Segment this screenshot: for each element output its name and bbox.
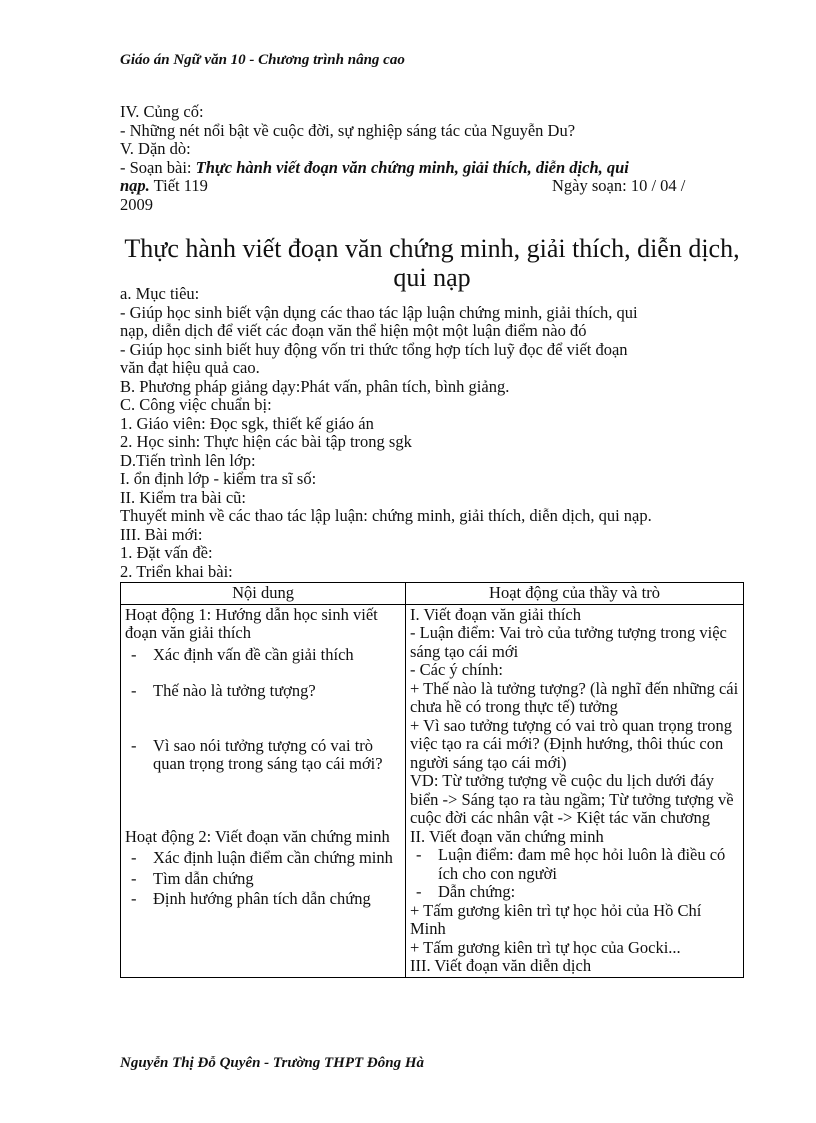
body-line: Thuyết minh về các thao tác lập luận: chứng minh, giải thích, diễn dịch, qui nạp. [120, 506, 652, 525]
body-line: III. Bài mới: [120, 524, 203, 544]
list-item: - Vì sao nói tưởng tượng có vai trò quan trọng trong sáng tạo cái mới? [125, 737, 401, 774]
activity-heading: Hoạt động 2: Viết đoạn văn chứng minh [125, 826, 390, 846]
body-line: 1. Giáo viên: Đọc sgk, thiết kế giáo án [120, 413, 374, 433]
header-activity: Hoạt động của thầy và trò [406, 583, 744, 605]
body-line: - Giúp học sinh biết vận dụng các thao tác lập luận chứng minh, giải thích, qui [120, 302, 638, 322]
section-heading: III. Viết đoạn văn diễn dịch [410, 956, 592, 975]
content-cell [121, 604, 406, 977]
body-line: 2. Triển khai bài: [120, 561, 233, 581]
list-item: - Xác định vấn đề cần giải thích [125, 646, 401, 665]
activity-table [120, 582, 744, 978]
header-content: Nội dung [121, 583, 406, 605]
lesson-body [120, 285, 750, 581]
intro-line [120, 159, 750, 178]
intro-line: V. Dặn dò: [120, 139, 191, 158]
intro-line: - Những nét nổi bật về cuộc đời, sự nghiệp sáng tác của Nguyễn Du? [120, 120, 576, 140]
activity-line: - Các ý chính: [410, 660, 504, 679]
body-line: a. Mục tiêu: [120, 284, 200, 303]
list-item: - Dẫn chứng: [410, 883, 739, 902]
section-heading: I. Viết đoạn văn giải thích [410, 604, 581, 624]
body-line: I. ổn định lớp - kiểm tra sĩ số: [120, 469, 317, 488]
activity-line: + Thế nào là tưởng tượng? (là nghĩ đến những cái chưa hề có trong thực tế) tưởng [410, 678, 739, 716]
section-heading: II. Viết đoạn văn chứng minh [410, 826, 604, 846]
list-item: - Luận điểm: đam mê học hỏi luôn là điều có ích cho con người [410, 846, 739, 883]
body-line: - Giúp học sinh biết huy động vốn tri thức tổng hợp tích luỹ đọc để viết đoạn [120, 339, 628, 359]
prep-date: Ngày soạn: 10 / 04 / [552, 176, 686, 195]
list-item: - Thế nào là tưởng tượng? [125, 682, 401, 701]
body-line: D.Tiến trình lên lớp: [120, 450, 256, 470]
activity-cell [406, 604, 744, 977]
table-header-row [121, 583, 744, 605]
body-line: văn đạt hiệu quả cao. [120, 358, 260, 377]
activity-line: + Tấm gương kiên trì tự học hỏi của Hồ Chí Minh [410, 900, 702, 938]
activity-line: VD: Từ tưởng tượng về cuộc du lịch dưới đáy biển -> Sáng tạo ra tàu ngầm; Từ tưởng tượng về cuộc đời các nhân vật -> Kiệt tác văn chương [410, 771, 734, 827]
activity-line: + Tấm gương kiên trì tự học của Gocki... [410, 937, 681, 957]
list-item: - Tìm dẫn chứng [125, 870, 401, 889]
lesson-title-end: nạp. [120, 176, 150, 195]
intro-line: 2009 [120, 194, 153, 214]
body-line: nạp, diễn dịch để viết các đoạn văn thể hiện một một luận điểm nào đó [120, 321, 587, 340]
body-line: 1. Đặt vấn đề: [120, 543, 213, 562]
body-line: 2. Học sinh: Thực hiện các bài tập trong sgk [120, 432, 412, 451]
lesson-title: Thực hành viết đoạn văn chứng minh, giải thích, diễn dịch, qui [195, 157, 629, 177]
period-number: Tiết 119 [149, 176, 208, 195]
activity-line: - Luận điểm: Vai trò của tưởng tượng trong việc sáng tạo cái mới [410, 623, 727, 661]
body-line: II. Kiểm tra bài cũ: [120, 487, 246, 507]
intro-line [120, 177, 750, 196]
page-footer: Nguyễn Thị Đỗ Quyên - Trường THPT Đông Hà [120, 1055, 424, 1071]
body-line: B. Phương pháp giảng dạy:Phát vấn, phân tích, bình giảng. [120, 376, 510, 396]
intro-block [120, 103, 750, 214]
intro-prefix: - Soạn bài: [120, 157, 196, 177]
intro-line: IV. Củng cố: [120, 102, 204, 121]
body-line: C. Công việc chuẩn bị: [120, 395, 272, 414]
page-title: Thực hành viết đoạn văn chứng minh, giải thích, diễn dịch, qui nạp [124, 234, 740, 292]
lesson-table [120, 582, 744, 978]
table-row [121, 604, 744, 977]
list-item: - Xác định luận điểm cần chứng minh [125, 849, 401, 868]
activity-line: + Vì sao tưởng tượng có vai trò quan trọng trong việc tạo ra cái mới? (Định hướng, thôi thúc con người sáng tạo cái mới) [410, 715, 733, 772]
page-header: Giáo án Ngữ văn 10 - Chương trình nâng cao [120, 52, 405, 68]
list-item: - Định hướng phân tích dẫn chứng [125, 890, 401, 909]
activity-heading: Hoạt động 1: Hướng dẫn học sinh viết đoạn văn giải thích [125, 604, 378, 642]
